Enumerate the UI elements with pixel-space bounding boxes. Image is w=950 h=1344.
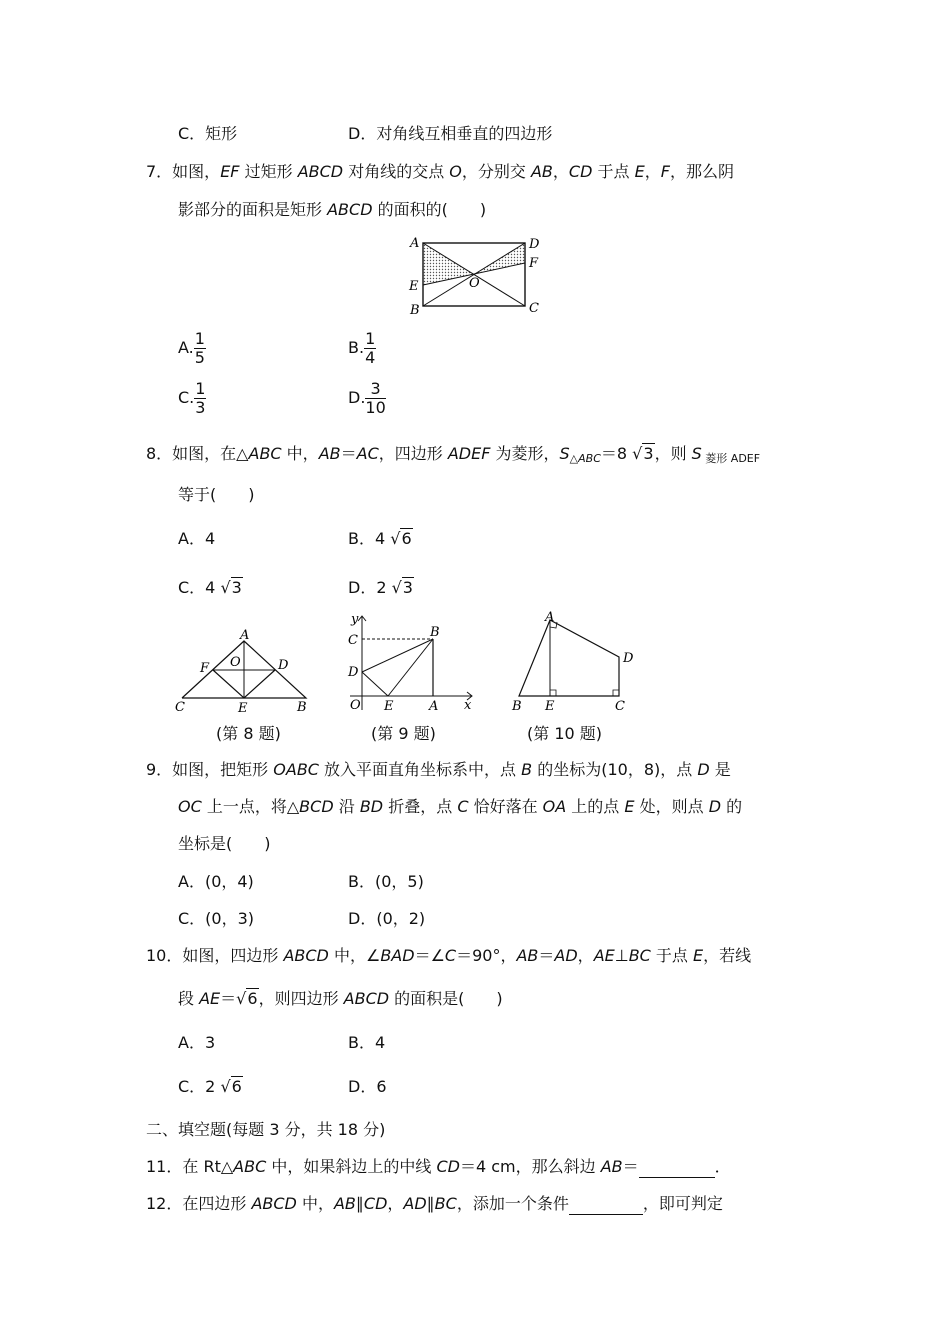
q6-option-c: C．矩形 bbox=[178, 124, 238, 143]
f9-label-d: D bbox=[348, 665, 359, 680]
q8-option-d: D．2 √3 bbox=[348, 578, 413, 597]
q10-option-c: C．2 √6 bbox=[178, 1077, 242, 1096]
q7-option-d: D. $\frac{3}{10}$ bbox=[348, 379, 386, 417]
f8-label-b: B bbox=[297, 700, 307, 715]
q12-answer-blank[interactable] bbox=[569, 1194, 643, 1215]
f8-label-d: D bbox=[278, 658, 289, 673]
q11-answer-blank[interactable] bbox=[639, 1157, 715, 1178]
q9-option-d: D．(0，2) bbox=[348, 909, 426, 928]
q7-option-c: C. $\frac{1}{3}$ bbox=[178, 379, 206, 417]
q8-option-c: C．4 √3 bbox=[178, 578, 242, 597]
f9-label-c: C bbox=[348, 633, 358, 648]
fig10-caption: (第 10 题) bbox=[527, 724, 603, 743]
f10-label-c: C bbox=[615, 699, 625, 714]
q9-line2: OC 上一点，将△BCD 沿 BD 折叠，点 C 恰好落在 OA 上的点 E 处，则点 D 的 bbox=[178, 797, 743, 816]
q7-line2: 影部分的面积是矩形 ABCD 的面积的( ) bbox=[178, 200, 487, 219]
f8-label-a: A bbox=[240, 628, 250, 643]
q7-figure bbox=[405, 232, 550, 320]
q11-line1: 11．在 Rt△ABC 中，如果斜边上的中线 CD＝4 cm，那么斜边 AB＝ ． bbox=[146, 1157, 731, 1176]
q9-option-a: A．(0，4) bbox=[178, 872, 254, 891]
f8-label-c: C bbox=[175, 700, 185, 715]
q8-option-a: A．4 bbox=[178, 529, 216, 548]
q10-option-a: A．3 bbox=[178, 1033, 216, 1052]
q10-line1: 10．如图，四边形 ABCD 中，∠BAD＝∠C＝90°，AB＝AD，AE⊥BC 于点 E，若线 bbox=[146, 946, 752, 965]
label-b: B bbox=[410, 303, 420, 318]
label-a: A bbox=[410, 236, 420, 251]
f9-label-b: B bbox=[430, 625, 440, 640]
q9-line1: 9．如图，把矩形 OABC 放入平面直角坐标系中，点 B 的坐标为(10，8)，点 D 是 bbox=[146, 760, 731, 779]
f9-label-e: E bbox=[384, 699, 394, 714]
fig8-caption: (第 8 题) bbox=[216, 724, 281, 743]
q10-option-d: D．6 bbox=[348, 1077, 387, 1096]
f10-label-e: E bbox=[545, 699, 555, 714]
f10-label-b: B bbox=[512, 699, 522, 714]
q9-option-b: B．(0，5) bbox=[348, 872, 424, 891]
label-c: C bbox=[529, 301, 539, 316]
q8-line2: 等于( ) bbox=[178, 485, 255, 504]
q9-option-c: C．(0，3) bbox=[178, 909, 255, 928]
f9-label-y: y bbox=[351, 612, 359, 627]
f10-label-a: A bbox=[545, 610, 555, 625]
label-o: O bbox=[469, 276, 480, 291]
label-d: D bbox=[529, 237, 540, 252]
fig8 bbox=[170, 626, 320, 716]
q9-line3: 坐标是( ) bbox=[178, 834, 271, 853]
f9-label-x: x bbox=[464, 698, 472, 713]
q8-option-b: B．4 √6 bbox=[348, 529, 412, 548]
f9-label-a: A bbox=[429, 699, 439, 714]
label-e: E bbox=[409, 279, 419, 294]
fig10 bbox=[505, 608, 645, 716]
q7-line1: 7．如图，EF 过矩形 ABCD 对角线的交点 O，分别交 AB，CD 于点 E，F，那么阴 bbox=[146, 162, 734, 181]
f8-label-o: O bbox=[230, 655, 241, 670]
q7-option-b: B. $\frac{1}{4}$ bbox=[348, 329, 376, 367]
label-f: F bbox=[529, 256, 539, 271]
q10-option-b: B．4 bbox=[348, 1033, 386, 1052]
q8-line1: 8．如图，在△ABC 中，AB＝AC，四边形 ADEF 为菱形，$S_{\triangle ABC}=8$ √3，则 S $_{菱形 ADEF}$ bbox=[146, 444, 761, 465]
f8-label-f: F bbox=[200, 661, 210, 676]
q12-line1: 12．在四边形 ABCD 中，AB∥CD，AD∥BC，添加一个条件 ，即可判定 bbox=[146, 1194, 723, 1213]
q6-option-d: D．对角线互相垂直的四边形 bbox=[348, 124, 553, 143]
fig9 bbox=[340, 610, 480, 716]
section-2-title: 二、填空题(每题 3 分，共 18 分) bbox=[146, 1120, 386, 1139]
q7-option-a: A. $\frac{1}{5}$ bbox=[178, 329, 205, 367]
f10-label-d: D bbox=[623, 651, 634, 666]
f8-label-e: E bbox=[238, 701, 248, 716]
fig9-caption: (第 9 题) bbox=[371, 724, 436, 743]
f9-label-o: O bbox=[350, 698, 361, 713]
q10-line2: 段 AE＝√6，则四边形 ABCD 的面积是( ) bbox=[178, 989, 503, 1008]
